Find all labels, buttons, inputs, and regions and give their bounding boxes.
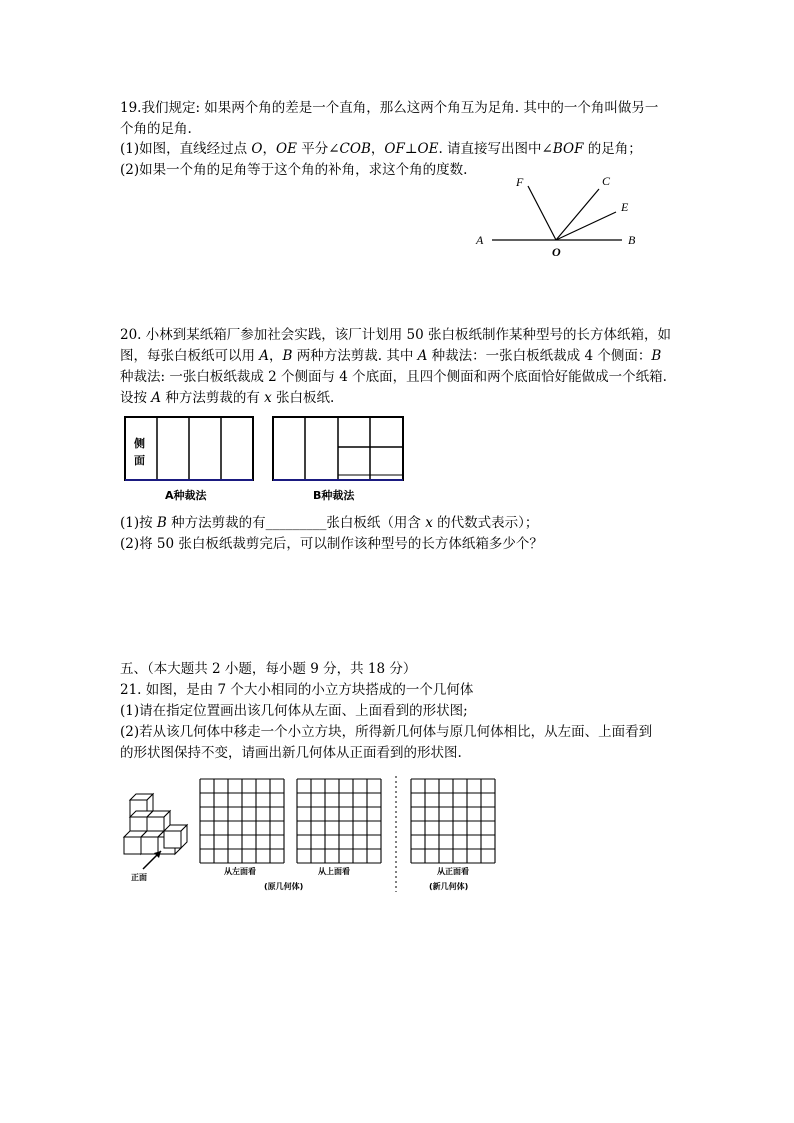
answer-blank[interactable]: _________: [265, 515, 327, 531]
q21-line-1: 21. 如图，是由 7 个大小相同的小立方块搭成的一个几何体: [120, 682, 474, 698]
q20-sub-1: (1)按 B 种方法剪裁的有_________张白板纸（用含 x 的代数式表示）；: [120, 515, 539, 531]
q20-line-1: 20. 小林到某纸箱厂参加社会实践，该厂计划用 50 张白板纸制作某种型号的长方体纸箱，如: [120, 327, 672, 343]
cube-face: [141, 837, 158, 854]
q21-line-4: 的形状图保持不变，请画出新几何体从正面看到的形状图.: [120, 745, 462, 761]
cube-solid: [124, 794, 187, 854]
cube-face: [164, 831, 181, 848]
label-a: A: [476, 233, 484, 247]
caption-a-method: A种裁法: [165, 489, 207, 502]
q21-line-2: (1)请在指定位置画出该几何体从左面、上面看到的形状图;: [120, 703, 468, 719]
q20-sub-2: (2)将 50 张白板纸裁剪完后，可以制作该种型号的长方体纸箱多少个？: [120, 536, 543, 552]
q20-line-3: 种裁法: 一张白板纸裁成 2 个侧面与 4 个底面，且四个侧面和两个底面恰好能做成一个纸箱.: [120, 369, 667, 385]
q21-line-3: (2)若从该几何体中移走一个小立方块，所得新几何体与原几何体相比，从左面、上面看到: [120, 724, 653, 740]
label-o: O: [552, 245, 561, 259]
side-label-bottom: 面: [134, 454, 145, 467]
orig-caption: (原几何体): [264, 882, 304, 891]
label-c: C: [602, 174, 611, 188]
caption-b-method: B种裁法: [313, 489, 355, 502]
grid-top-caption: 从上面看: [318, 867, 350, 876]
section-header: 五、（本大题共 2 小题，每小题 9 分，共 18 分）: [120, 661, 417, 677]
q19-line-3: (1)如图，直线经过点 O，OE 平分∠COB，OF⊥OE. 请直接写出图中∠BOF 的足角；: [120, 141, 642, 157]
grid-left-caption: 从左面看: [224, 867, 256, 876]
q19-line-2: 个角的足角.: [120, 121, 192, 137]
grid-front-caption: 从正面看: [437, 867, 469, 876]
front-label: 正面: [131, 873, 147, 882]
cube-face: [124, 837, 141, 854]
grid-left-view: [200, 779, 284, 863]
label-b: B: [628, 233, 636, 247]
q20-line-2: 图，每张白板纸可以用 A，B 两种方法剪裁. 其中 A 种裁法：一张白板纸裁成 4 个侧面：B: [120, 348, 662, 364]
new-caption: (新几何体): [429, 882, 469, 891]
label-f: F: [516, 175, 524, 189]
grid-top-view: [297, 779, 381, 863]
q19-line-4: (2)如果一个角的足角等于这个角的补角，求这个角的度数.: [120, 162, 468, 178]
q19-line-1: 19.我们规定: 如果两个角的差是一个直角，那么这两个角互为足角. 其中的一个角叫做另一: [120, 100, 659, 116]
grid-front-view: [411, 779, 495, 863]
q20-line-4: 设按 A 种方法剪裁的有 x 张白板纸.: [120, 390, 335, 406]
side-label-top: 侧: [134, 437, 145, 450]
label-e: E: [621, 200, 629, 214]
